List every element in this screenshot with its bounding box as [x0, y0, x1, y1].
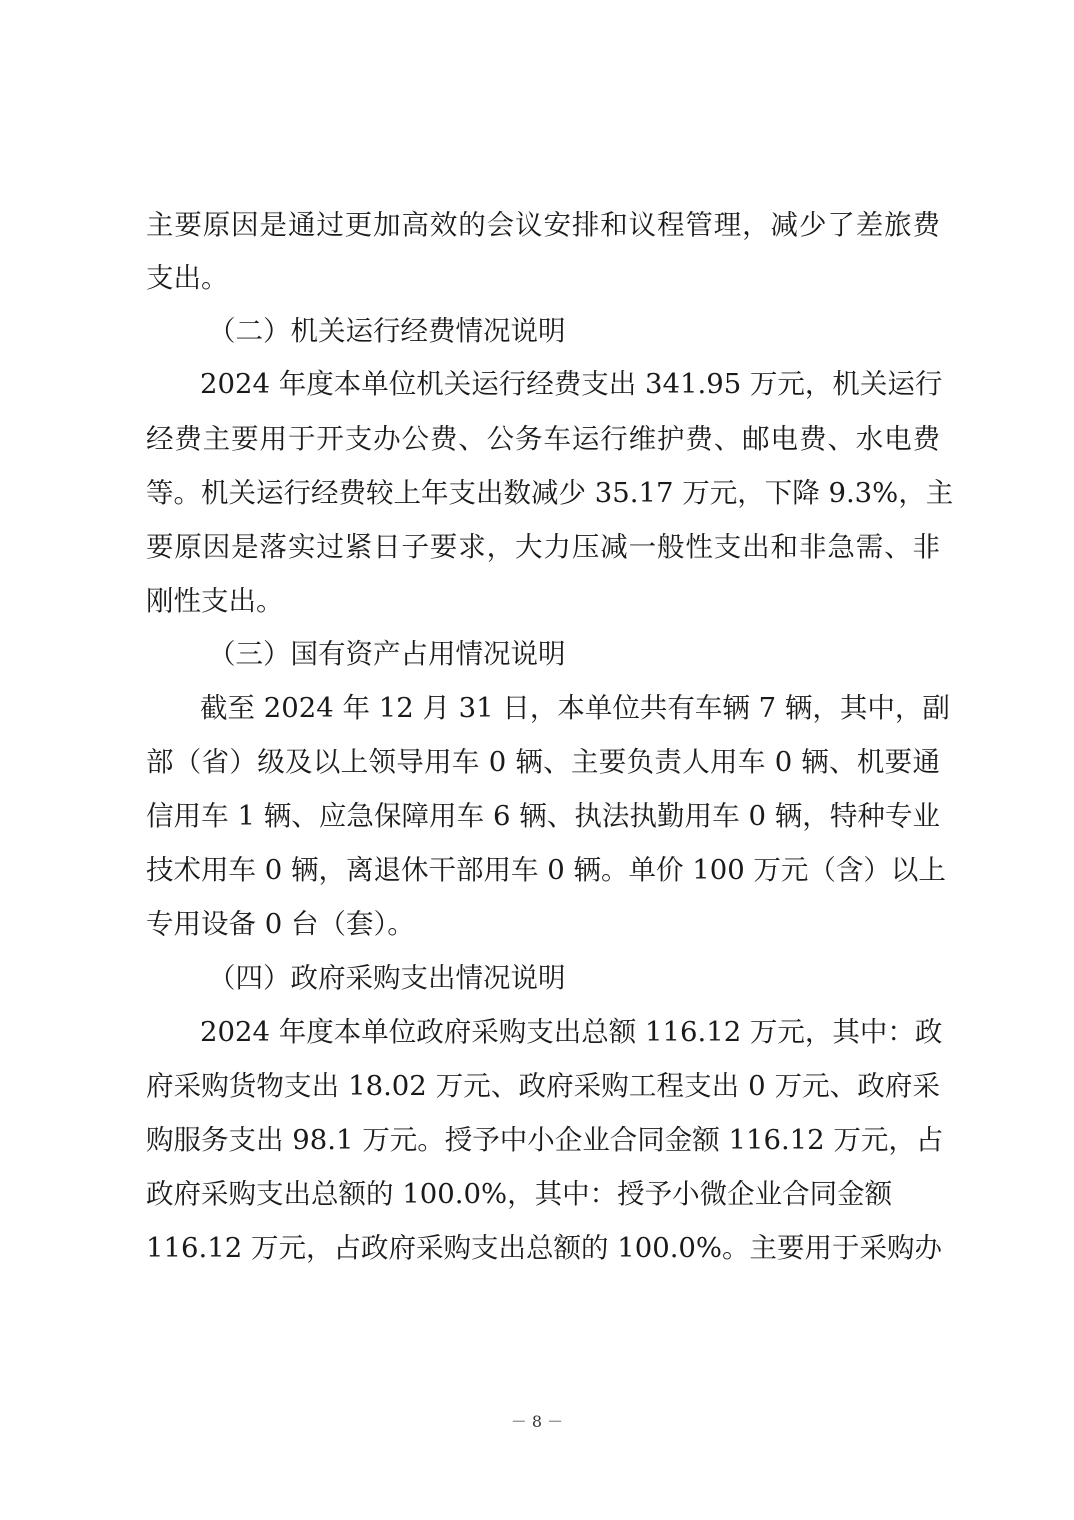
text-line: 技术用车 0 辆，离退休干部用车 0 辆。单价 100 万元（含）以上	[146, 854, 946, 886]
text-line: 2024 年度本单位机关运行经费支出 341.95 万元，机关运行	[200, 368, 943, 400]
text-line: 等。机关运行经费较上年支出数减少 35.17 万元，下降 9.3%，主	[146, 477, 954, 509]
text-line: 刚性支出。	[146, 585, 284, 617]
text-line: 支出。	[146, 262, 229, 294]
section-heading: （四）政府采购支出情况说明	[208, 962, 566, 994]
section-heading: （二）机关运行经费情况说明	[208, 315, 566, 347]
text-line: 截至 2024 年 12 月 31 日，本单位共有车辆 7 辆，其中，副	[200, 692, 950, 724]
text-line: 116.12 万元，占政府采购支出总额的 100.0%。主要用于采购办	[146, 1232, 943, 1264]
text-line: 要原因是落实过紧日子要求，大力压减一般性支出和非急需、非	[146, 531, 940, 563]
text-line: 经费主要用于开支办公费、公务车运行维护费、邮电费、水电费	[146, 423, 940, 455]
text-line: 专用设备 0 台（套）。	[146, 908, 415, 940]
text-line: 购服务支出 98.1 万元。授予中小企业合同金额 116.12 万元，占	[146, 1124, 944, 1156]
section-heading: （三）国有资产占用情况说明	[208, 638, 566, 670]
page-number: － 8 －	[510, 1412, 564, 1431]
text-line: 主要原因是通过更加高效的会议安排和议程管理，减少了差旅费	[146, 209, 940, 241]
text-line: 信用车 1 辆、应急保障用车 6 辆、执法执勤用车 0 辆，特种专业	[146, 800, 940, 832]
text-line: 府采购货物支出 18.02 万元、政府采购工程支出 0 万元、政府采	[146, 1070, 940, 1102]
text-line: 2024 年度本单位政府采购支出总额 116.12 万元，其中：政	[200, 1016, 943, 1048]
text-line: 政府采购支出总额的 100.0%，其中：授予小微企业合同金额	[146, 1178, 893, 1210]
text-line: 部（省）级及以上领导用车 0 辆、主要负责人用车 0 辆、机要通	[146, 746, 940, 778]
